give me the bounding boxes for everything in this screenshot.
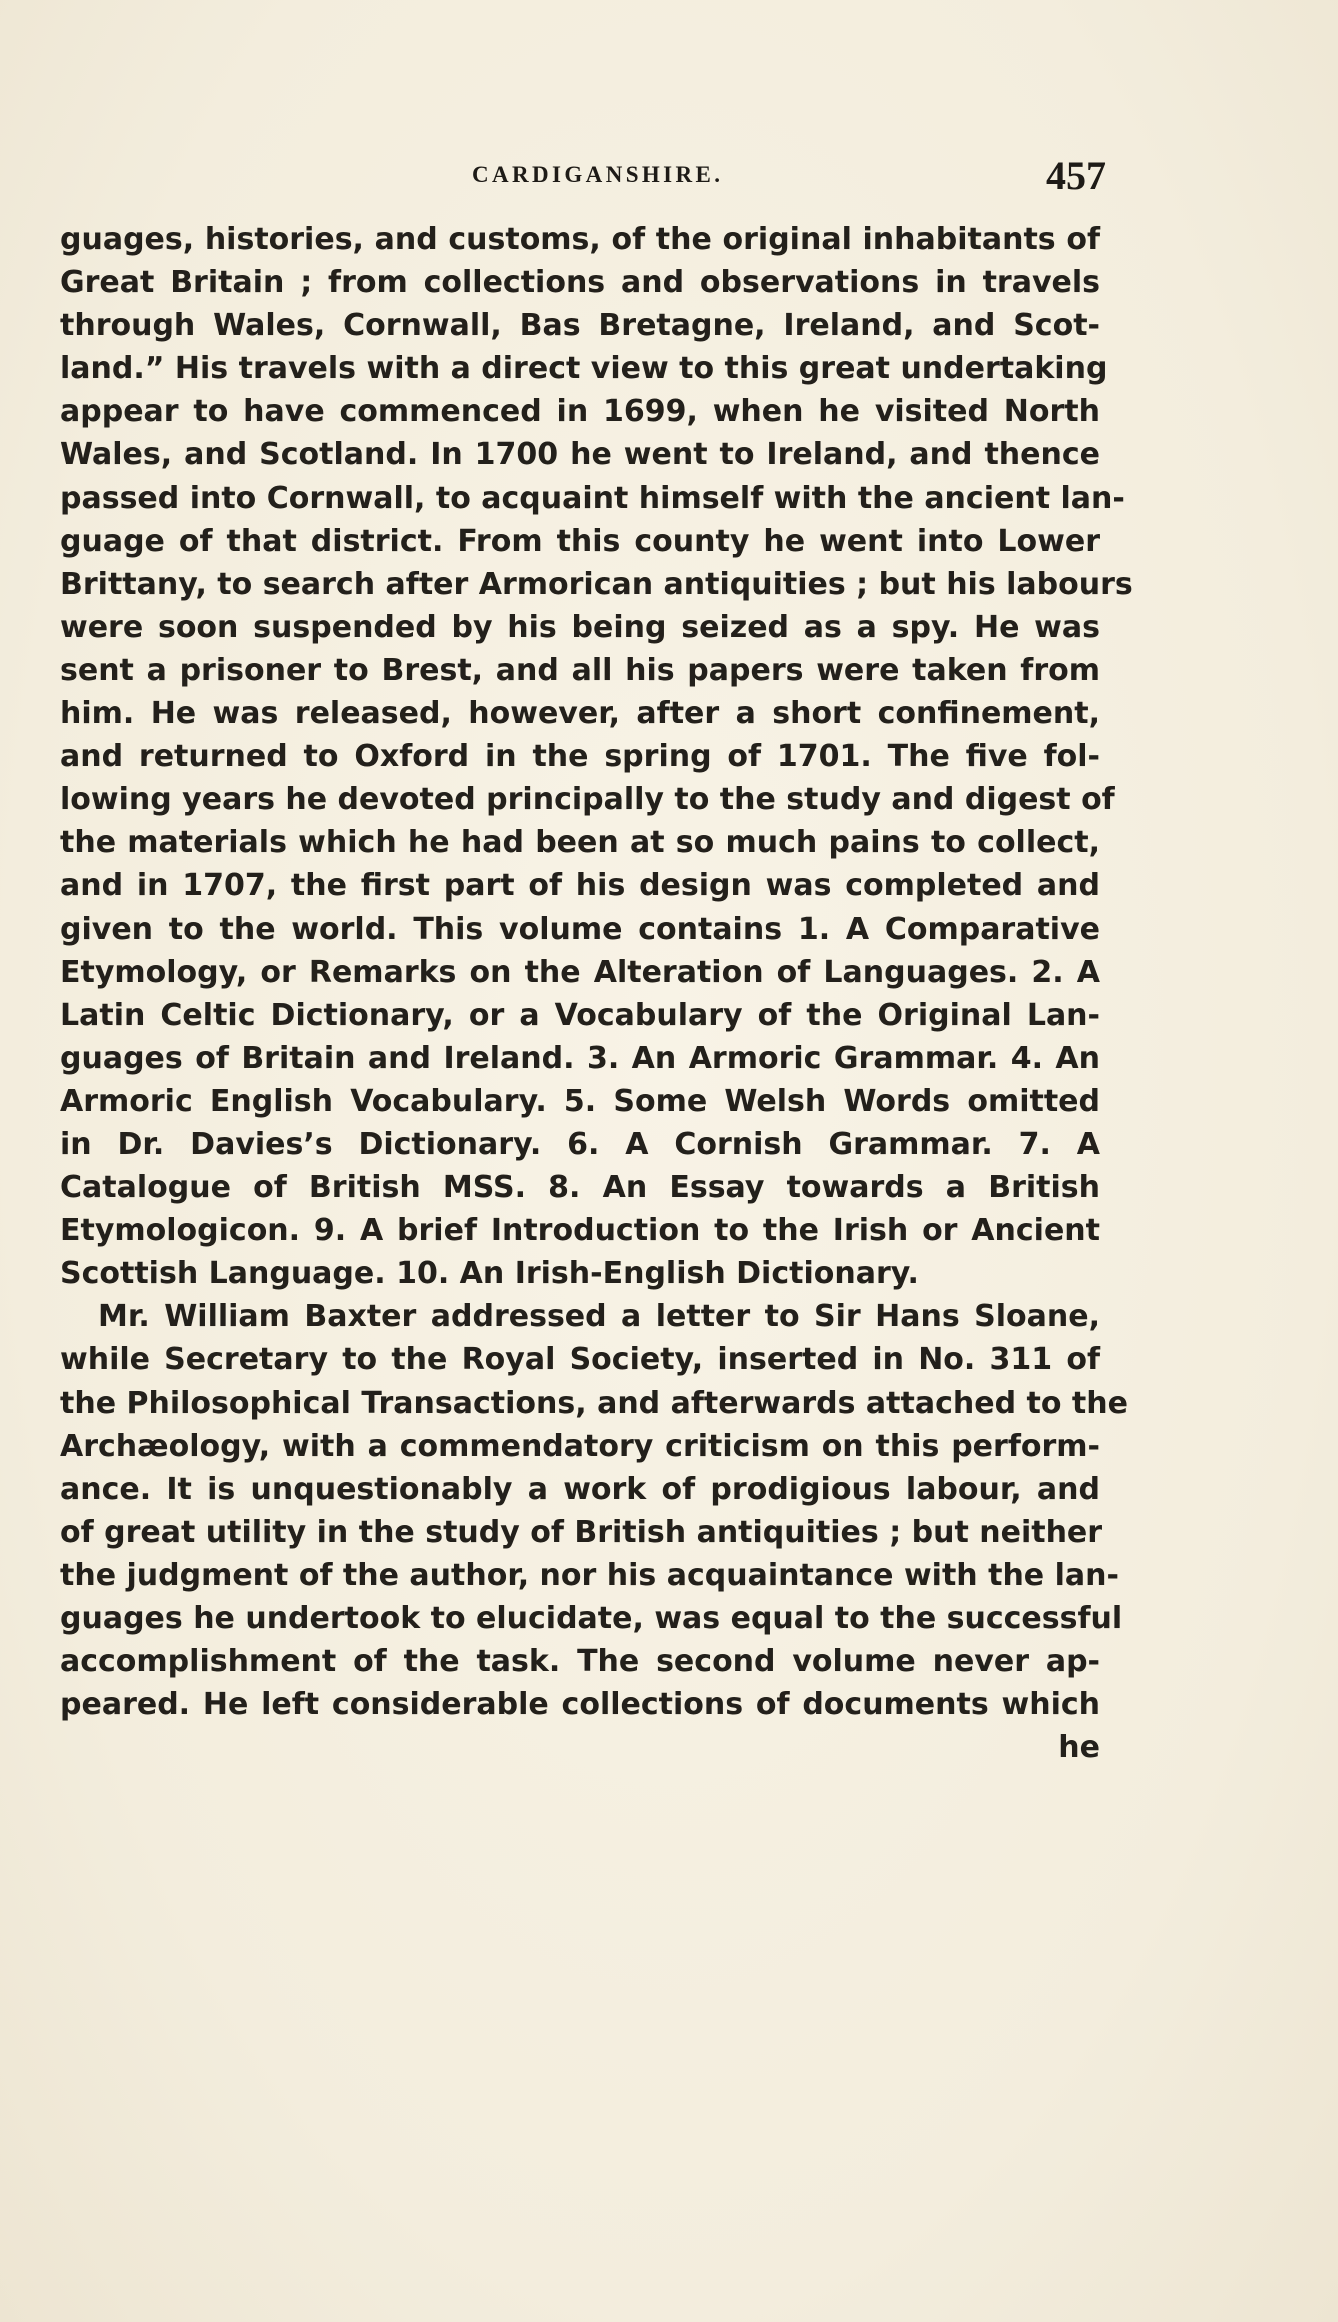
text-line: Wales, and Scotland. In 1700 he went to Ireland, and thence bbox=[60, 437, 1100, 473]
catchword: he bbox=[1058, 1730, 1100, 1766]
text-line-paragraph-end: Scottish Language. 10. An Irish-English Dictionary. bbox=[60, 1256, 919, 1292]
text-line: in Dr. Davies’s Dictionary. 6. A Cornish Grammar. 7. A bbox=[60, 1126, 1100, 1162]
text-line: ance. It is unquestionably a work of prodigious labour, and bbox=[60, 1471, 1100, 1507]
text-line: lowing years he devoted principally to the study and digest of bbox=[60, 782, 1115, 818]
text-line: of great utility in the study of British antiquities ; but neither bbox=[60, 1514, 1103, 1550]
body-text bbox=[60, 218, 1133, 1769]
text-line: guage of that district. From this county he went into Lower bbox=[60, 523, 1100, 559]
text-line: peared. He left considerable collections of documents which bbox=[60, 1687, 1100, 1723]
text-line: land.” His travels with a direct view to this great undertaking bbox=[60, 351, 1108, 387]
text-line: accomplishment of the task. The second volume never ap- bbox=[60, 1644, 1100, 1680]
text-line: Brittany, to search after Armorican antiquities ; but his labours bbox=[60, 566, 1133, 602]
text-line: Armoric English Vocabulary. 5. Some Welsh Words omitted bbox=[60, 1083, 1100, 1119]
text-line-paragraph-start: Mr. William Baxter addressed a letter to Sir Hans Sloane, bbox=[98, 1299, 1100, 1335]
text-line: the judgment of the author, nor his acquaintance with the lan- bbox=[60, 1557, 1119, 1593]
text-line: sent a prisoner to Brest, and all his papers were taken from bbox=[60, 652, 1100, 688]
text-line: Catalogue of British MSS. 8. An Essay towards a British bbox=[60, 1170, 1100, 1206]
text-line: passed into Cornwall, to acquaint himself with the ancient lan- bbox=[60, 480, 1125, 516]
text-line: through Wales, Cornwall, Bas Bretagne, Ireland, and Scot- bbox=[60, 308, 1100, 344]
text-line: Latin Celtic Dictionary, or a Vocabulary of the Original Lan- bbox=[60, 997, 1100, 1033]
text-line: the materials which he had been at so much pains to collect, bbox=[60, 825, 1100, 861]
running-head bbox=[60, 153, 1106, 204]
page-number: 457 bbox=[1046, 153, 1106, 198]
text-line: guages, histories, and customs, of the original inhabitants of bbox=[60, 222, 1100, 257]
text-line: the Philosophical Transactions, and afterwards attached to the bbox=[60, 1385, 1128, 1421]
text-line: appear to have commenced in 1699, when he visited North bbox=[60, 394, 1100, 430]
text-line: Great Britain ; from collections and observations in travels bbox=[60, 265, 1100, 301]
text-line: while Secretary to the Royal Society, inserted in No. 311 of bbox=[60, 1342, 1100, 1378]
text-line: Archæology, with a commendatory criticism on this perform- bbox=[60, 1428, 1100, 1464]
text-line: were soon suspended by his being seized as a spy. He was bbox=[60, 609, 1100, 645]
text-line: and returned to Oxford in the spring of 1701. The five fol- bbox=[60, 739, 1100, 775]
text-line: him. He was released, however, after a short confinement, bbox=[60, 696, 1100, 732]
text-line: Etymology, or Remarks on the Alteration of Languages. 2. A bbox=[60, 954, 1100, 990]
running-title: CARDIGANSHIRE. bbox=[472, 162, 724, 187]
text-line: guages he undertook to elucidate, was equal to the successful bbox=[60, 1601, 1123, 1636]
text-line: Etymologicon. 9. A brief Introduction to the Irish or Ancient bbox=[60, 1213, 1100, 1249]
text-line: and in 1707, the first part of his design was completed and bbox=[60, 868, 1100, 904]
text-line: given to the world. This volume contains 1. A Comparative bbox=[60, 911, 1100, 947]
text-line: guages of Britain and Ireland. 3. An Armoric Grammar. 4. An bbox=[60, 1040, 1100, 1076]
